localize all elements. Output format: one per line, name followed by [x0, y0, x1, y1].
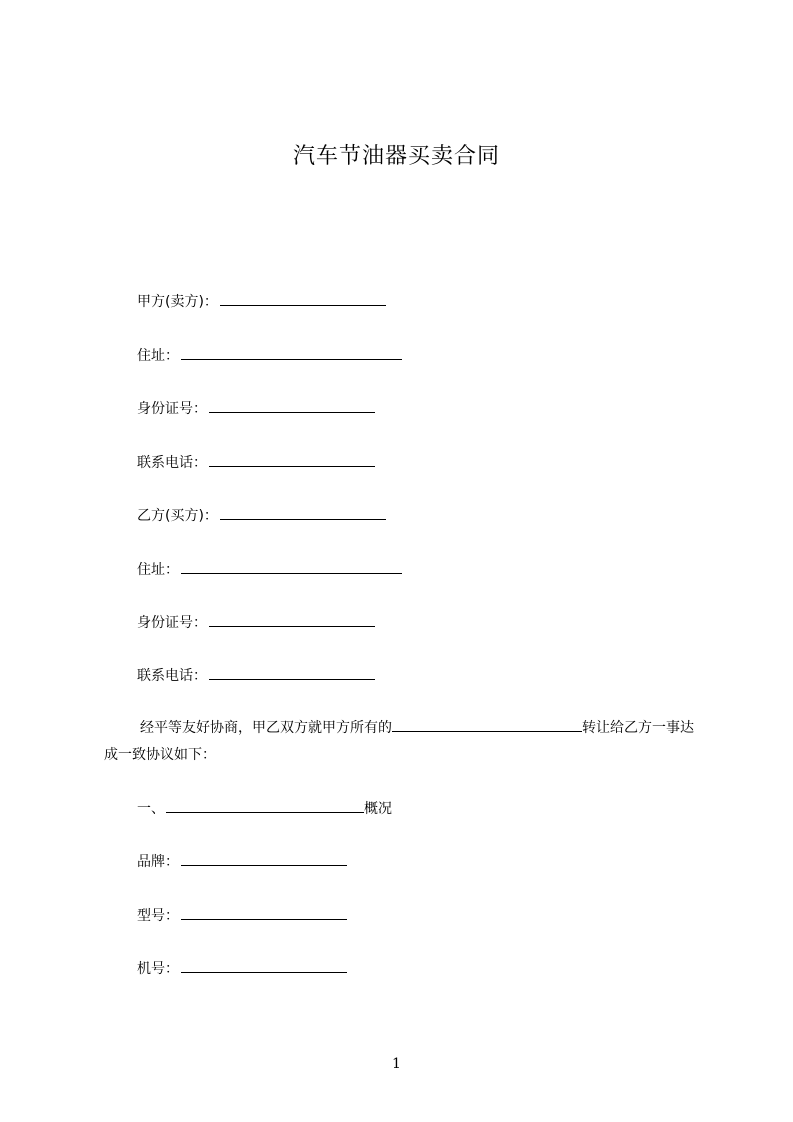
party-a-name-blank[interactable] [220, 291, 386, 306]
party-a-address-field [137, 345, 402, 366]
party-a-id-field [137, 398, 375, 419]
serial-label: 机号： [137, 961, 179, 977]
intro-text-before: 经平等友好协商，甲乙双方就甲方所有的 [140, 720, 392, 736]
section-1-item-blank[interactable] [166, 798, 364, 813]
party-b-phone-field [137, 665, 375, 686]
serial-field [137, 958, 347, 979]
brand-field [137, 851, 347, 872]
party-a-phone-field [137, 452, 375, 473]
model-label: 型号： [137, 908, 179, 924]
serial-blank[interactable] [181, 958, 347, 973]
party-b-id-field [137, 612, 375, 633]
party-b-phone-label: 联系电话： [137, 668, 207, 684]
intro-text-after: 转让给乙方一事达成一致协议如下： [104, 720, 694, 763]
intro-item-blank[interactable] [392, 717, 582, 732]
section-1-heading [137, 798, 392, 819]
brand-blank[interactable] [181, 851, 347, 866]
party-b-address-field [137, 559, 402, 580]
party-a-phone-blank[interactable] [209, 452, 375, 467]
party-b-address-label: 住址： [137, 562, 179, 578]
intro-paragraph [104, 715, 704, 769]
brand-label: 品牌： [137, 854, 179, 870]
party-b-name-field [137, 505, 386, 526]
section-1-suffix: 概况 [364, 801, 392, 817]
party-a-name-field [137, 291, 386, 312]
party-b-address-blank[interactable] [181, 559, 402, 574]
party-a-address-label: 住址： [137, 348, 179, 364]
party-a-id-blank[interactable] [209, 398, 375, 413]
party-a-address-blank[interactable] [181, 345, 402, 360]
party-b-id-blank[interactable] [209, 612, 375, 627]
party-a-name-label: 甲方(卖方)： [137, 294, 218, 310]
model-blank[interactable] [181, 905, 347, 920]
party-b-name-blank[interactable] [220, 505, 386, 520]
party-b-id-label: 身份证号： [137, 615, 207, 631]
model-field [137, 905, 347, 926]
section-1-prefix: 一、 [137, 801, 165, 817]
document-title: 汽车节油器买卖合同 [292, 144, 500, 169]
party-a-id-label: 身份证号： [137, 401, 207, 417]
page-number: 1 [392, 1056, 401, 1072]
party-a-phone-label: 联系电话： [137, 455, 207, 471]
party-b-name-label: 乙方(买方)： [137, 508, 218, 524]
party-b-phone-blank[interactable] [209, 665, 375, 680]
